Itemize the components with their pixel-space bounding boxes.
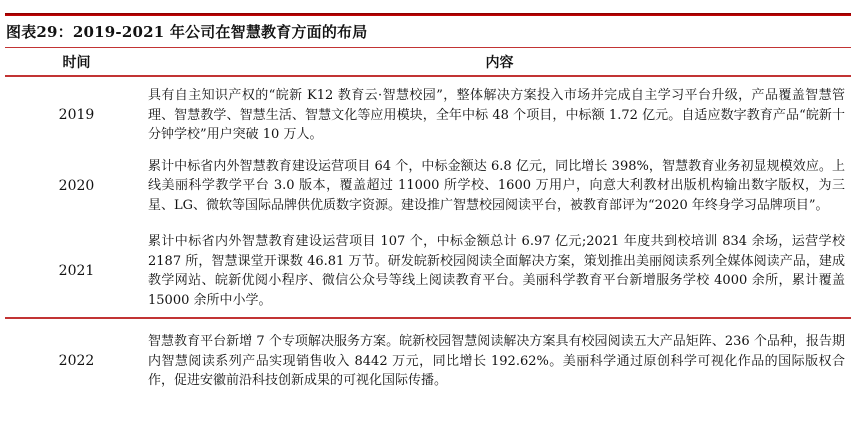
table-row: [5, 151, 851, 226]
table-header-row: [5, 48, 851, 77]
figure-table: [0, 13, 856, 391]
table-header-content: 内容: [485, 54, 514, 71]
table-row: [5, 225, 851, 317]
table-header-time: 时间: [62, 54, 91, 71]
figure-title: 图表29：2019-2021 年公司在智慧教育方面的布局: [5, 16, 851, 48]
table-row: [5, 319, 851, 391]
content-cell: 具有自主知识产权的“皖新 K12 教育云·智慧校园”，整体解决方案投入市场并完成自主学习平台升级，产品覆盖智慧管理、智慧教学、智慧生活、智慧文化等应用模块，全年中标 48 个项目，中标额 1.72 亿元。自适应数字教育产品“皖新十分钟学校”用户突破 10 万人。: [148, 88, 845, 142]
year-cell: 2019: [58, 107, 95, 124]
year-cell: 2022: [58, 353, 95, 370]
year-cell: 2021: [58, 263, 95, 279]
content-cell: 累计中标省内外智慧教育建设运营项目 64 个，中标金额达 6.8 亿元，同比增长 398%，智慧教育业务初显规模效应。上线美丽科学教学平台 3.0 版本，覆盖超过 11000 所学校、1600 万用户，向意大利教材出版机构输出数字版权，为三星、LG、微软等国际品牌供优质数字资源。建设推广智慧校园阅读平台，被教育部评为“2020 年终身学习品牌项目”。: [148, 158, 845, 213]
year-cell: 2020: [58, 177, 95, 194]
table-row: [5, 77, 851, 151]
content-cell: 智慧教育平台新增 7 个专项解决服务方案。皖新校园智慧阅读解决方案具有校园阅读五大产品矩阵、236 个品种，报告期内智慧阅读系列产品实现销售收入 8442 万元，同比增长 192.62%。美丽科学通过原创科学可视化作品的国际版权合作，促进安徽前沿科技创新成果的可视化国际传播。: [148, 334, 845, 388]
content-cell: 累计中标省内外智慧教育建设运营项目 107 个，中标金额总计 6.97 亿元;2021 年度共到校培训 834 余场，运营学校 2187 所，智慧课堂开课数 46.81 万节。研发皖新校园阅读全面解决方案，策划推出美丽阅读系列全媒体阅读产品，建成教学网站、皖新优阅小程序、微信公众号等线上阅读教育平台。美丽科学教育平台新增服务学校 4000 余所，累计覆盖 15000 余所中小学。: [148, 234, 845, 308]
